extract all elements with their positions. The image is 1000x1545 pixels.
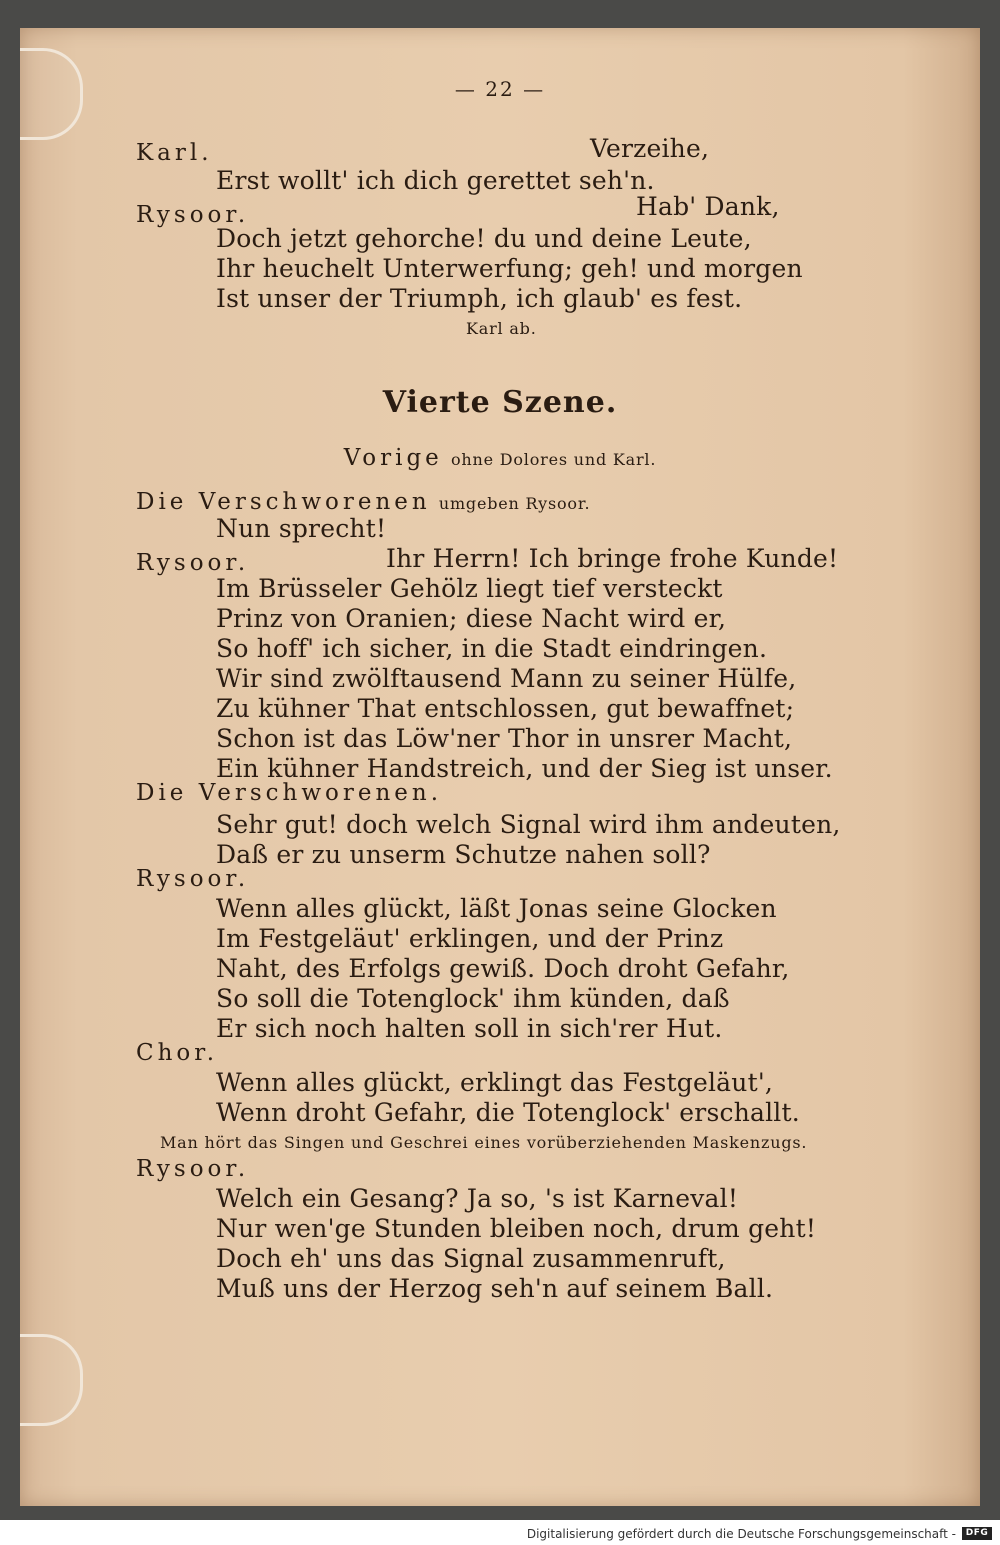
verse-line: Ist unser der Triumph, ich glaub' es fest. xyxy=(216,284,743,313)
scene-cast-rest: ohne Dolores und Karl. xyxy=(450,450,657,469)
verse-line: Wenn droht Gefahr, die Totenglock' erschallt. xyxy=(216,1098,800,1127)
verse-line: Nur wen'ge Stunden bleiben noch, drum geht! xyxy=(216,1214,817,1243)
dfg-logo-icon: DFG xyxy=(962,1527,992,1540)
scene-cast xyxy=(20,442,980,475)
speaker-rysoor: Rysoor. xyxy=(136,202,250,228)
verse-line: Prinz von Oranien; diese Nacht wird er, xyxy=(216,604,727,633)
verse-line: Ihr Herrn! Ich bringe frohe Kunde! xyxy=(386,544,839,573)
verse-line: Ihr heuchelt Unterwerfung; geh! und morgen xyxy=(216,254,803,283)
verse-line: Naht, des Erfolgs gewiß. Doch droht Gefahr, xyxy=(216,954,790,983)
scene-cast-lead: Vorige xyxy=(343,445,443,471)
book-page xyxy=(20,28,980,1506)
scene-title: Vierte Szene. xyxy=(382,385,618,420)
verse-line: Verzeihe, xyxy=(590,134,710,163)
verse-line: Muß uns der Herzog seh'n auf seinem Ball. xyxy=(216,1274,774,1303)
speaker-rysoor: Rysoor. xyxy=(136,1156,250,1182)
page-number: — 22 — xyxy=(454,77,546,101)
verse-line: So hoff' ich sicher, in die Stadt eindringen. xyxy=(216,634,768,663)
verse-line: So soll die Totenglock' ihm künden, daß xyxy=(216,984,730,1013)
speaker-direction: umgeben Rysoor. xyxy=(438,494,591,513)
verse-line: Sehr gut! doch welch Signal wird ihm andeuten, xyxy=(216,810,841,839)
footer-credit: Digitalisierung gefördert durch die Deutsche Forschungsgemeinschaft - xyxy=(526,1527,956,1541)
speaker-conspirators: Die Verschworenen xyxy=(136,489,431,515)
verse-line: Ein kühner Handstreich, und der Sieg ist unser. xyxy=(216,754,833,783)
verse-line: Doch jetzt gehorche! du und deine Leute, xyxy=(216,224,752,253)
verse-line: Wenn alles glückt, läßt Jonas seine Glocken xyxy=(216,894,777,923)
exit-direction: Karl ab. xyxy=(466,319,537,338)
speaker-karl: Karl. xyxy=(136,140,213,166)
verse-line: Im Festgeläut' erklingen, und der Prinz xyxy=(216,924,724,953)
verse-line: Wir sind zwölftausend Mann zu seiner Hülfe, xyxy=(216,664,797,693)
verse-line: Doch eh' uns das Signal zusammenruft, xyxy=(216,1244,726,1273)
verse-line: Daß er zu unserm Schutze nahen soll? xyxy=(216,840,711,869)
verse-line: Zu kühner That entschlossen, gut bewaffnet; xyxy=(216,694,795,723)
digitization-footer xyxy=(0,1522,1000,1545)
speaker-chorus: Chor. xyxy=(136,1040,219,1066)
stage-direction: Man hört das Singen und Geschrei eines vorüberziehenden Maskenzugs. xyxy=(160,1133,808,1152)
speaker-rysoor: Rysoor. xyxy=(136,866,250,892)
speaker-conspirators: Die Verschworenen. xyxy=(136,780,443,806)
page-text xyxy=(20,28,980,1506)
verse-line: Im Brüsseler Gehölz liegt tief versteckt xyxy=(216,574,723,603)
verse-line: Welch ein Gesang? Ja so, 's ist Karneval! xyxy=(216,1184,739,1213)
verse-line: Erst wollt' ich dich gerettet seh'n. xyxy=(216,166,655,195)
verse-line: Schon ist das Löw'ner Thor in unsrer Macht, xyxy=(216,724,793,753)
verse-line: Nun sprecht! xyxy=(216,514,387,543)
verse-line: Wenn alles glückt, erklingt das Festgeläut', xyxy=(216,1068,774,1097)
verse-line: Er sich noch halten soll in sich'rer Hut. xyxy=(216,1014,723,1043)
speaker-rysoor: Rysoor. xyxy=(136,550,250,576)
verse-line: Hab' Dank, xyxy=(636,192,780,221)
